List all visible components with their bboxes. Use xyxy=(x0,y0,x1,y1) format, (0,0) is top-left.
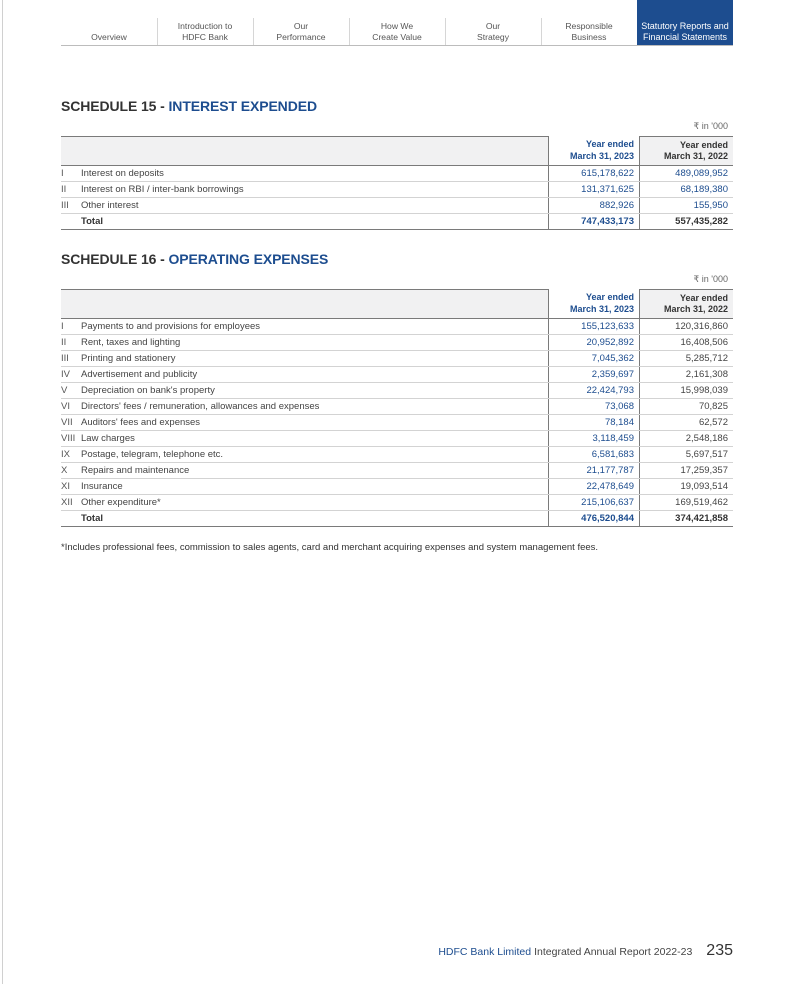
total-row xyxy=(61,511,733,527)
row-number: IX xyxy=(61,449,70,460)
tab-how-we-create-value[interactable]: How We Create Value xyxy=(349,0,445,45)
page-number: 235 xyxy=(706,942,733,959)
value-2022: 17,259,357 xyxy=(680,465,728,476)
schedule-15-title-prefix: SCHEDULE 15 - xyxy=(61,98,169,114)
value-2022: 2,548,186 xyxy=(685,433,728,444)
table-header xyxy=(61,136,733,166)
total-2022: 374,421,858 xyxy=(675,513,728,524)
footer-brand: HDFC Bank Limited xyxy=(438,946,532,958)
schedule-15-title xyxy=(61,98,317,114)
row-number: III xyxy=(61,200,69,211)
value-2023: 3,118,459 xyxy=(548,431,640,446)
table-row xyxy=(61,463,733,479)
row-number: V xyxy=(61,385,68,396)
table-row xyxy=(61,495,733,511)
row-number: II xyxy=(61,184,67,195)
col-header-2023 xyxy=(548,136,640,165)
row-description: Directors' fees / remuneration, allowances and expenses xyxy=(81,401,320,412)
row-number: VIII xyxy=(61,433,76,444)
nav-divider xyxy=(61,45,733,46)
table-row xyxy=(61,351,733,367)
row-description: Postage, telegram, telephone etc. xyxy=(81,449,224,460)
table-row xyxy=(61,335,733,351)
row-number: IV xyxy=(61,369,70,380)
schedule-16-currency: ₹ in '000 xyxy=(693,274,728,284)
total-2022: 557,435,282 xyxy=(675,216,728,227)
row-description: Interest on deposits xyxy=(81,168,164,179)
value-2023: 6,581,683 xyxy=(548,447,640,462)
schedule-16-title-prefix: SCHEDULE 16 - xyxy=(61,251,169,267)
row-description: Auditors' fees and expenses xyxy=(81,417,201,428)
value-2022: 15,998,039 xyxy=(680,385,728,396)
value-2022: 155,950 xyxy=(693,200,728,211)
schedule-15-table xyxy=(61,136,733,230)
value-2023: 615,178,622 xyxy=(548,166,640,181)
col-header-2022 xyxy=(640,290,733,318)
value-2022: 70,825 xyxy=(698,401,728,412)
col-header-2022-label: Year ended March 31, 2022 xyxy=(663,139,728,161)
total-2023: 747,433,173 xyxy=(548,214,640,229)
total-label: Total xyxy=(81,216,103,227)
value-2023: 2,359,697 xyxy=(548,367,640,382)
table-row xyxy=(61,447,733,463)
row-number: VI xyxy=(61,401,70,412)
schedule-16-title xyxy=(61,251,328,267)
footer-report-title: Integrated Annual Report 2022-23 xyxy=(534,946,693,958)
col-header-2022 xyxy=(640,137,733,165)
row-description: Repairs and maintenance xyxy=(81,465,190,476)
table-header xyxy=(61,289,733,319)
row-description: Insurance xyxy=(81,481,123,492)
schedule-16-table xyxy=(61,289,733,527)
row-description: Printing and stationery xyxy=(81,353,176,364)
footnote: *Includes professional fees, commission to sales agents, card and merchant acquiring expenses and system management fees. xyxy=(61,542,599,553)
value-2023: 882,926 xyxy=(548,198,640,213)
row-number: XI xyxy=(61,481,70,492)
total-row xyxy=(61,214,733,230)
col-header-2023-label: Year ended March 31, 2023 xyxy=(569,139,634,161)
value-2022: 19,093,514 xyxy=(680,481,728,492)
tab-our-strategy[interactable]: Our Strategy xyxy=(445,0,541,45)
row-description: Depreciation on bank's property xyxy=(81,385,215,396)
row-number: III xyxy=(61,353,69,364)
table-row xyxy=(61,399,733,415)
schedule-16-title-accent: OPERATING EXPENSES xyxy=(168,251,329,267)
value-2023: 22,478,649 xyxy=(548,479,640,494)
row-number: I xyxy=(61,168,64,179)
row-description: Other interest xyxy=(81,200,139,211)
table-row xyxy=(61,166,733,182)
value-2022: 68,189,380 xyxy=(680,184,728,195)
value-2023: 21,177,787 xyxy=(548,463,640,478)
page-footer xyxy=(438,942,733,960)
col-header-2023-label: Year ended March 31, 2023 xyxy=(569,292,634,314)
tab-overview[interactable]: Overview xyxy=(91,31,127,42)
table-row xyxy=(61,182,733,198)
total-label: Total xyxy=(81,513,103,524)
row-description: Other expenditure* xyxy=(81,497,161,508)
page-left-rule xyxy=(2,0,3,984)
top-navigation xyxy=(61,0,733,45)
value-2022: 16,408,506 xyxy=(680,337,728,348)
table-row xyxy=(61,198,733,214)
value-2022: 5,697,517 xyxy=(685,449,728,460)
value-2022: 169,519,462 xyxy=(675,497,728,508)
value-2023: 7,045,362 xyxy=(548,351,640,366)
value-2023: 155,123,633 xyxy=(548,319,640,334)
value-2023: 20,952,892 xyxy=(548,335,640,350)
value-2023: 131,371,625 xyxy=(548,182,640,197)
value-2022: 5,285,712 xyxy=(685,353,728,364)
total-2023: 476,520,844 xyxy=(548,511,640,526)
tab-statutory-reports[interactable]: Statutory Reports and Financial Statements xyxy=(637,0,733,45)
row-number: XII xyxy=(61,497,73,508)
tab-responsible-business[interactable]: Responsible Business xyxy=(541,0,637,45)
table-row xyxy=(61,319,733,335)
value-2022: 2,161,308 xyxy=(685,369,728,380)
value-2023: 73,068 xyxy=(548,399,640,414)
row-description: Advertisement and publicity xyxy=(81,369,198,380)
row-description: Payments to and provisions for employees xyxy=(81,321,261,332)
table-row xyxy=(61,383,733,399)
value-2023: 22,424,793 xyxy=(548,383,640,398)
tab-our-performance[interactable]: Our Performance xyxy=(253,0,349,45)
tab-introduction[interactable]: Introduction to HDFC Bank xyxy=(157,0,253,45)
col-header-2023 xyxy=(548,289,640,318)
row-description: Rent, taxes and lighting xyxy=(81,337,181,348)
table-row xyxy=(61,367,733,383)
table-row xyxy=(61,415,733,431)
row-number: II xyxy=(61,337,67,348)
table-row xyxy=(61,431,733,447)
value-2022: 62,572 xyxy=(698,417,728,428)
value-2023: 78,184 xyxy=(548,415,640,430)
table-row xyxy=(61,479,733,495)
row-description: Interest on RBI / inter-bank borrowings xyxy=(81,184,244,195)
value-2022: 489,089,952 xyxy=(675,168,728,179)
row-number: VII xyxy=(61,417,73,428)
row-description: Law charges xyxy=(81,433,135,444)
row-number: X xyxy=(61,465,68,476)
col-header-2022-label: Year ended March 31, 2022 xyxy=(663,292,728,314)
value-2023: 215,106,637 xyxy=(548,495,640,510)
schedule-15-currency: ₹ in '000 xyxy=(693,121,728,131)
value-2022: 120,316,860 xyxy=(675,321,728,332)
schedule-15-title-accent: INTEREST EXPENDED xyxy=(168,98,317,114)
row-number: I xyxy=(61,321,64,332)
